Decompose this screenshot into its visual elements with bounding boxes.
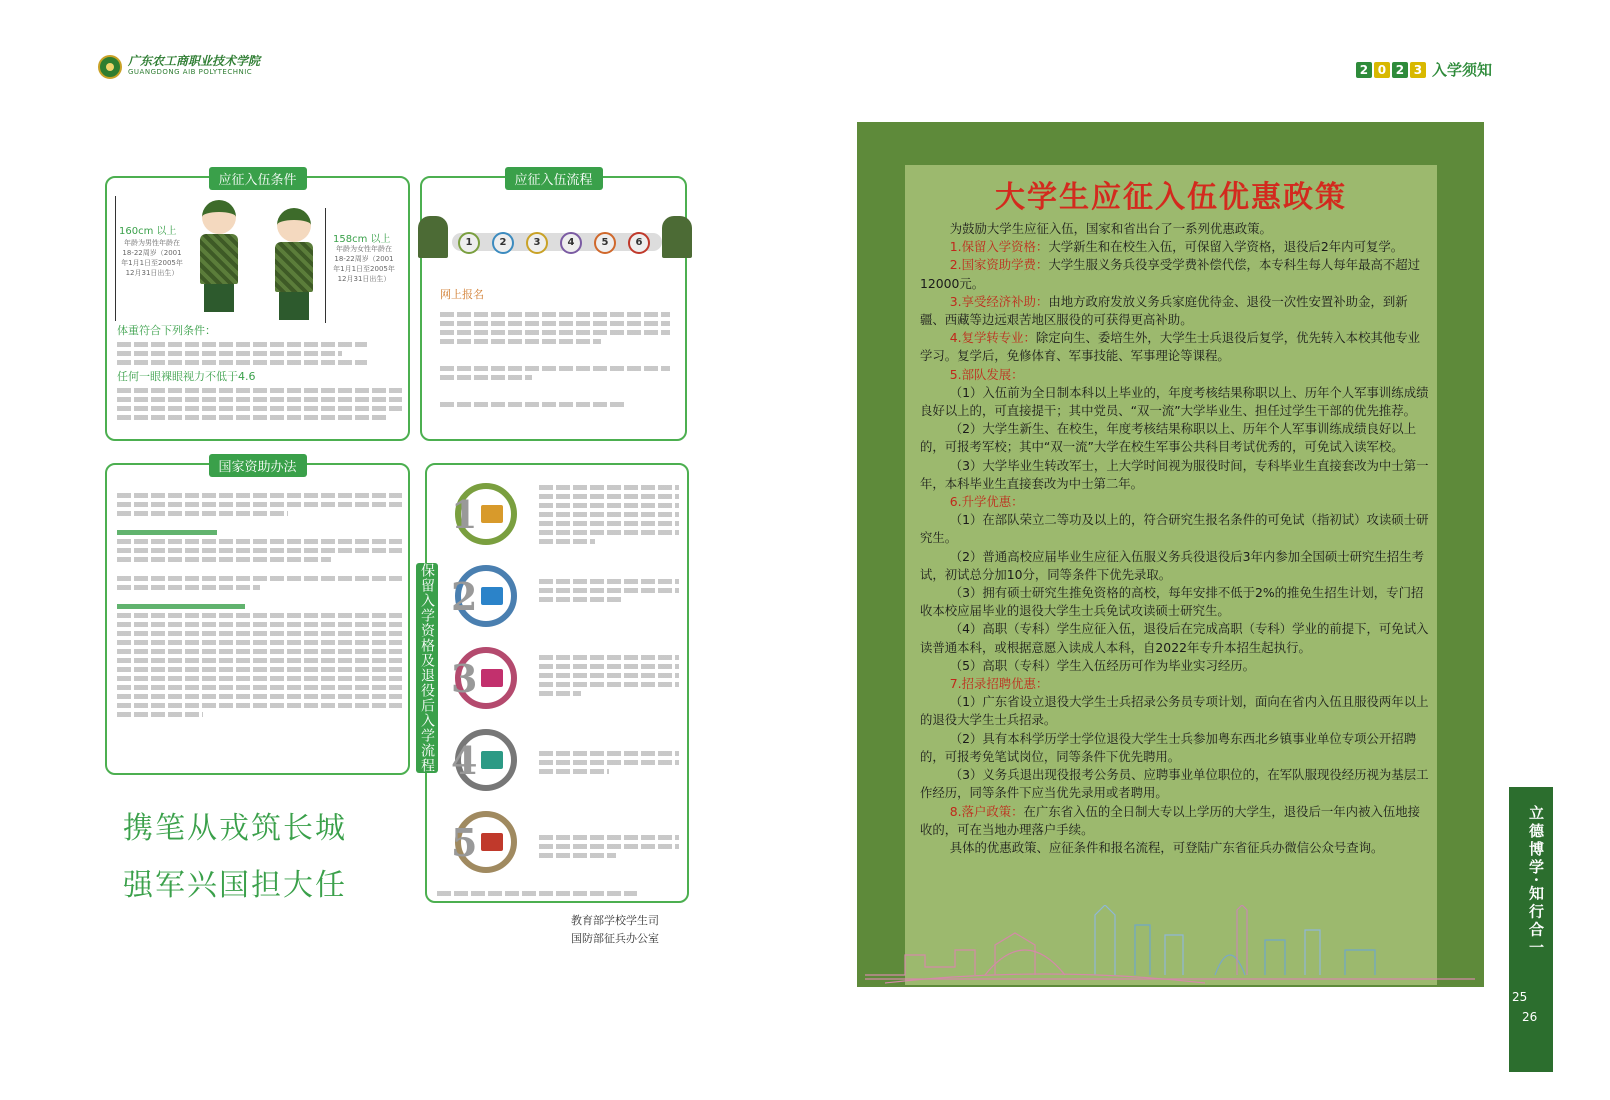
- policy-text: （4）高职（专科）学生应征入伍，退役后在完成高职（专科）学业的前提下，可免试入读普通本科，或根据意愿入读成人本科，自2022年专升本招生起执行。: [920, 621, 1429, 655]
- flow-step: 2: [455, 565, 517, 627]
- female-age: 年龄为女性年龄在18-22周岁（2001年1月1日至2005年12月31日出生）: [333, 245, 395, 283]
- flow-text-lines: [539, 831, 679, 862]
- policy-paragraph: [920, 620, 1430, 656]
- height-ruler: [115, 196, 116, 321]
- policy-paragraph: [920, 693, 1430, 729]
- policy-text: （3）拥有硕士研究生推免资格的高校，每年安排不低于2%的推免生招生计划，专门招收本校应届毕业的退役大学生士兵免试攻读硕士研究生。: [920, 585, 1424, 619]
- policy-paragraph: [920, 584, 1430, 620]
- header-title: [1356, 59, 1492, 80]
- male-age: 年龄为男性年龄在18-22周岁（2001年1月1日至2005年12月31日出生）: [121, 239, 183, 277]
- male-height: 160cm 以上: [119, 226, 177, 237]
- vision-heading: 任何一眼裸眼视力不低于4.6: [117, 370, 256, 383]
- flow-text-lines: [539, 747, 679, 778]
- flow-step: 5: [455, 811, 517, 873]
- standing-soldier-icon: [662, 216, 692, 258]
- online-signup-heading: 网上报名: [440, 288, 484, 301]
- policy-text: （3）大学毕业生转改军士，上大学时间视为服役时间，专科毕业生直接套改为中士第一年，本科毕业生直接套改为中士第二年。: [920, 457, 1429, 491]
- funding-title: 国家资助办法: [208, 454, 306, 477]
- policy-paragraph: [920, 457, 1430, 493]
- building-icon: [481, 833, 503, 851]
- process-step: 3: [526, 232, 548, 254]
- policy-text: 在广东省入伍的全日制大专以上学历的大学生，退役后一年内被入伍地接收的，可在当地办理落户手续。: [920, 803, 1421, 837]
- process-step: 5: [594, 232, 616, 254]
- process-step: 1: [458, 232, 480, 254]
- policy-text: 由地方政府发放义务兵家庭优待金、退役一次性安置补助金，到新疆、西藏等边远艰苦地区服役的可获得更高补助。: [920, 293, 1408, 328]
- policy-heading: 6.升学优惠：: [949, 494, 1024, 510]
- policy-paragraph: [920, 384, 1430, 420]
- school-motto: 立德博学·知行合一: [1527, 805, 1545, 958]
- process-step: 6: [628, 232, 650, 254]
- policy-paragraph: [920, 766, 1430, 802]
- policy-text: （2）大学生新生、在校生，年度考核结果称职以上、历年个人军事训练成绩良好以上的，可报考军校；其中“双一流”大学在校生军事公共科目考试优秀的，可免试入读军校。: [920, 421, 1417, 455]
- process-box: [420, 173, 687, 441]
- policy-paragraph: [920, 839, 1430, 857]
- city-skyline-illustration: [865, 905, 1475, 985]
- weight-heading: 体重符合下列条件：: [117, 324, 216, 337]
- doc-title: 入学须知: [1431, 61, 1492, 79]
- page-numbers: [1512, 990, 1537, 1024]
- flow-text-lines: [539, 481, 679, 548]
- funding-text-lines: [117, 489, 402, 721]
- policy-text: （2）具有本科学历学士学位退役大学生士兵参加粤东西北乡镇事业单位专项公开招聘的，可报考免笔试岗位，同等条件下优先聘用。: [920, 730, 1417, 764]
- flow-text-lines: [539, 651, 679, 700]
- envelope-icon: [481, 751, 503, 769]
- male-soldier-figure: [199, 200, 239, 312]
- process-text-lines: [440, 308, 670, 411]
- policy-paragraph: [920, 511, 1430, 547]
- female-soldier-figure: [274, 208, 314, 320]
- process-title: 应征入伍流程: [504, 167, 602, 190]
- policy-paragraph: [920, 293, 1430, 329]
- policy-text: （2）普通高校应届毕业生应征入伍服义务兵役退役后3年内参加全国硕士研究生招生考试，初试总分加10分，同等条件下优先录取。: [920, 548, 1424, 582]
- weight-text-lines: [117, 338, 367, 369]
- year-digit: 2: [1356, 62, 1372, 78]
- policy-paragraph: [920, 548, 1430, 584]
- slogan-line: 强军兴国担大任: [123, 868, 347, 903]
- policy-text: 为鼓励大学生应征入伍，国家和省出台了一系列优惠政策。: [949, 221, 1272, 236]
- female-height: 158cm 以上: [333, 234, 391, 245]
- funding-box: [105, 460, 410, 775]
- year-digit: 2: [1392, 62, 1408, 78]
- conditions-title: 应征入伍条件: [208, 167, 306, 190]
- page-number-right: 26: [1522, 1010, 1538, 1024]
- policy-text: （1）入伍前为全日制本科以上毕业的，年度考核结果称职以上、历年个人军事训练成绩良好以上的，可直接提干；其中党员、“双一流”大学毕业生、担任过学生干部的优先推荐。: [920, 384, 1429, 419]
- enrollment-flow-banner: 保留入学资格及退役后入学流程: [416, 563, 438, 773]
- policy-text: （3）义务兵退出现役报考公务员、应聘事业单位职位的，在军队服现役经历视为基层工作经历，同等条件下应当优先录用或者聘用。: [920, 767, 1429, 801]
- policy-paragraph: [920, 675, 1430, 693]
- process-step: 2: [492, 232, 514, 254]
- school-name-cn: 广东农工商职业技术学院: [128, 54, 261, 68]
- flow-step: 3: [455, 647, 517, 709]
- policy-text: 大学新生和在校生入伍，可保留入学资格，退役后2年内可复学。: [1048, 239, 1404, 255]
- policy-title: 大学生应征入伍优惠政策: [995, 180, 1347, 215]
- policy-text: （1）在部队荣立二等功及以上的，符合研究生报名条件的可免试（指初试）攻读硕士研究生。: [920, 512, 1429, 546]
- signers: [571, 912, 659, 948]
- policy-paragraph: [920, 238, 1430, 256]
- height-ruler: [325, 208, 326, 323]
- enrollment-flow-box: [425, 463, 689, 903]
- year-digit: 0: [1374, 62, 1390, 78]
- policy-heading: 8.落户政策：: [949, 803, 1024, 819]
- policy-text: 除定向生、委培生外，大学生士兵退役后复学，优先转入本校其他专业学习。复学后，免修体育、军事技能、军事理论等课程。: [920, 330, 1421, 364]
- policy-paragraph: [920, 366, 1430, 384]
- policy-heading: 3.享受经济补助：: [949, 293, 1049, 309]
- policy-text: 大学生服义务兵役享受学费补偿代偿，本专科生每人每年最高不超过12000元。: [920, 257, 1421, 291]
- conditions-box: [105, 173, 410, 441]
- school-logo: [98, 55, 260, 79]
- policy-paragraph: [920, 220, 1430, 238]
- policy-paragraph: [920, 329, 1430, 365]
- policy-heading: 1.保留入学资格：: [949, 239, 1049, 255]
- document-check-icon: [481, 669, 503, 687]
- process-step: 4: [560, 232, 582, 254]
- vision-text-lines: [117, 384, 402, 424]
- signer-line: 国防部征兵办公室: [571, 932, 659, 945]
- flow-step: 1: [455, 483, 517, 545]
- school-name-en: GUANGDONG AIB POLYTECHNIC: [128, 68, 253, 76]
- policy-paragraph: [920, 420, 1430, 456]
- flow-text-lines: [539, 575, 679, 606]
- policy-heading: 4.复学转专业：: [949, 330, 1036, 346]
- policy-text: （5）高职（专科）学生入伍经历可作为毕业实习经历。: [949, 657, 1256, 673]
- school-emblem-icon: [98, 55, 122, 79]
- policy-heading: 7.招录招聘优惠：: [949, 676, 1049, 692]
- flow-footnote-line: [437, 887, 637, 900]
- edit-icon: [481, 505, 503, 523]
- paper-plane-icon: [481, 587, 503, 605]
- policy-paragraph: [920, 657, 1430, 675]
- policy-text: （1）广东省设立退役大学生士兵招录公务员专项计划，面向在省内入伍且服役两年以上的退役大学生士兵招录。: [920, 694, 1429, 728]
- policy-heading: 2.国家资助学费：: [949, 257, 1049, 273]
- slogan-line: 携笔从戎筑长城: [123, 811, 347, 846]
- policy-paragraph: [920, 730, 1430, 766]
- policy-body: [920, 220, 1430, 857]
- policy-paragraph: [920, 493, 1430, 511]
- saluting-soldier-icon: [418, 216, 448, 258]
- flow-step: 4: [455, 729, 517, 791]
- policy-heading: 5.部队发展：: [949, 366, 1024, 382]
- page-number-left: 25: [1512, 990, 1528, 1004]
- policy-text: 具体的优惠政策、应征条件和报名流程，可登陆广东省征兵办微信公众号查询。: [949, 839, 1384, 855]
- year-digit: 3: [1410, 62, 1426, 78]
- policy-paragraph: [920, 803, 1430, 839]
- policy-paragraph: [920, 256, 1430, 292]
- signer-line: 教育部学校学生司: [571, 914, 659, 927]
